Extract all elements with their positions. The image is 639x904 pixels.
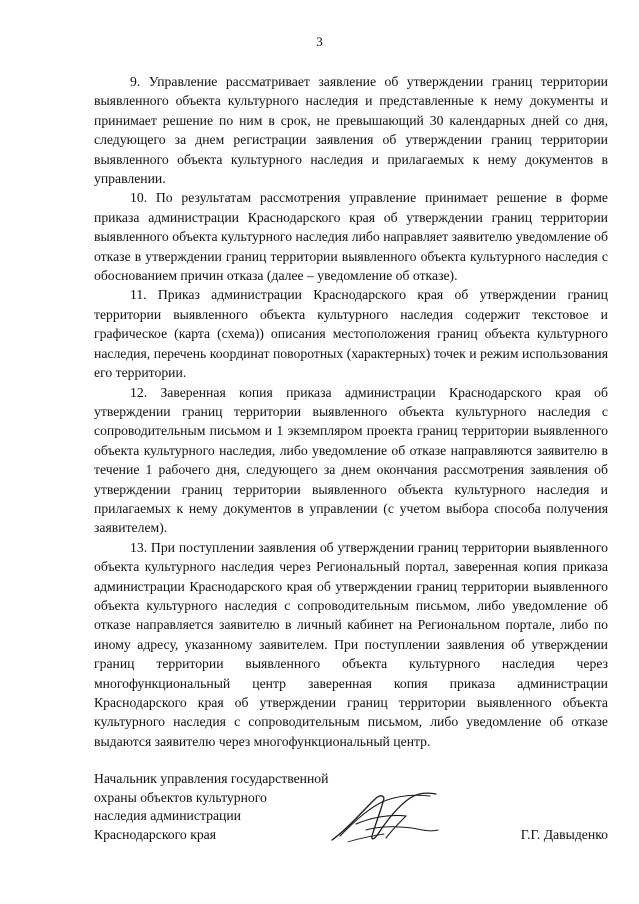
- signer-position-line: охраны объектов культурного: [94, 789, 267, 805]
- signer-position-line: Краснодарского края: [94, 826, 217, 842]
- paragraph-12: 12. Заверенная копия приказа администрации Краснодарского края об утверждении границ территории выявленного объекта культурного наследия с сопроводительным письмом и 1 экземпляром проекта границ территории выявленного объекта культурного наследия, либо уведомление об отказе направляются заявителю в течение 1 рабочего дня, следующего за днем окончания рассмотрения заявления об утверждении границ территории выявленного объекта культурного наследия и прилагаемых к нему документов в управлении (с учетом выбора способа получения заявителем).: [94, 384, 608, 536]
- paragraph-13: 13. При поступлении заявления об утверждении границ территории выявленного объекта культурного наследия через Региональный портал, заверенная копия приказа администрации Краснодарского края об утверждении границ территории выявленного объекта культурного наследия с сопроводительным письмом, либо уведомление об отказе направляется заявителю в личный кабинет на Региональном портале, либо по иному адресу, указанному заявителем. При поступлении заявления об утверждении границ территории выявленного объекта культурного наследия через многофункциональный центр заверенная копия приказа администрации Краснодарского края об утверждении границ территории выявленного объекта культурного наследия с сопроводительным письмом, либо уведомление об отказе выдаются заявителю через многофункциональный центр.: [94, 539, 608, 749]
- signer-position-line: Начальник управления государственной: [94, 771, 329, 786]
- document-body: [94, 72, 608, 751]
- signature-block: [94, 770, 608, 850]
- paragraph-11: 11. Приказ администрации Краснодарского края об утверждении границ территории выявленного объекта культурного наследия содержит текстовое и графическое (карта (схема)) описания местоположения границ объекта культурного наследия, перечень координат поворотных (характерных) точек и режим использования его территории.: [94, 287, 608, 381]
- paragraph-10: 10. По результатам рассмотрения управление принимает решение в форме приказа администрации Краснодарского края об утверждении границ территории выявленного объекта культурного наследия либо направляет заявителю уведомление об отказе в утверждении границ территории выявленного объекта культурного наследия с обоснованием причин отказа (далее – уведомление об отказе).: [94, 190, 608, 284]
- paragraph-9: 9. Управление рассматривает заявление об утверждении границ территории выявленного объекта культурного наследия и представленные к нему документы и принимает решение по ним в срок, не превышающий 30 календарных дней со дня, следующего за днем регистрации заявления об утверждении границ территории выявленного объекта культурного наследия и прилагаемых к нему документов в управлении.: [94, 74, 608, 187]
- handwritten-signature: [326, 790, 446, 846]
- signer-position-line: наследия администрации: [94, 808, 242, 823]
- signer-name: Г.Г. Давыденко: [520, 827, 608, 842]
- page-number: 3: [316, 34, 323, 49]
